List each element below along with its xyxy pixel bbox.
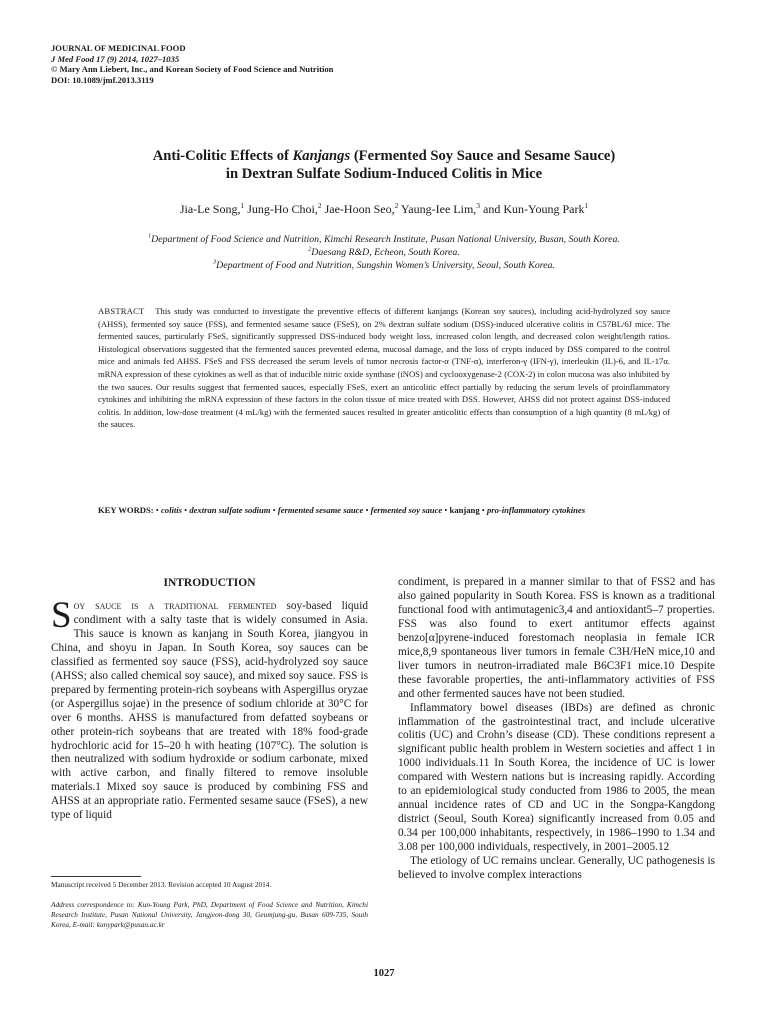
affiliation-text: Department of Food Science and Nutrition, Kimchi Research Institute, Pusan National University, Busan, South Korea.	[151, 234, 620, 245]
affiliation-num: 1	[148, 233, 152, 240]
affiliation	[40, 233, 728, 246]
abstract	[98, 305, 670, 431]
keyword: fermented sesame sauce	[277, 505, 364, 515]
page-number: 1027	[373, 968, 395, 979]
kw-bullet: •	[444, 505, 448, 515]
lead-in-smallcaps: oy sauce is a traditional fermented	[73, 600, 277, 612]
keyword: dextran sulfate sodium	[189, 505, 271, 515]
affiliation	[40, 259, 728, 272]
author-name: Jung-Ho Choi,	[247, 202, 318, 216]
intro-paragraph: The etiology of UC remains unclear. Generally, UC pathogenesis is believed to involve complex interactions	[398, 855, 715, 882]
footnote-rule	[51, 876, 141, 877]
author-aff: 2	[394, 201, 399, 210]
author	[247, 202, 321, 216]
left-column	[51, 595, 368, 823]
journal-citation: J Med Food 17 (9) 2014, 1027–1035	[51, 53, 180, 64]
affiliation-num: 3	[213, 260, 217, 267]
article-title	[40, 147, 728, 184]
journal-header	[51, 43, 333, 85]
intro-paragraph	[51, 595, 368, 823]
doi-line: DOI: 10.1089/jmf.2013.3119	[51, 74, 154, 85]
kw-bullet: •	[272, 505, 276, 515]
keywords	[98, 503, 670, 517]
affiliation-num: 2	[308, 246, 312, 253]
author-aff: 1	[584, 201, 589, 210]
author-list	[40, 202, 728, 217]
author	[325, 202, 399, 216]
kw-bullet: •	[365, 505, 369, 515]
right-column	[398, 576, 715, 883]
title-part-1: Anti-Colitic Effects of	[152, 148, 289, 164]
author-name: Jae-Hoon Seo,	[324, 202, 395, 216]
affiliations	[40, 233, 728, 273]
author	[401, 202, 480, 216]
affiliation	[40, 246, 728, 259]
author-name: Jia-Le Song,	[179, 202, 241, 216]
kw-bullet: •	[481, 505, 485, 515]
footnote-correspondence: Address correspondence to: Kun-Young Park, PhD, Department of Food Science and Nutrition, Kimchi Research Institute, Pusan National University, Jangjeon-dong 30, Geumjung-gu, Busan 609-735, South Korea, E-mail: kunypark@pusan.ac.kr	[51, 900, 368, 929]
affiliation-text: Daesang R&D, Echeon, South Korea.	[311, 247, 460, 259]
title-italic: Kanjangs	[292, 148, 351, 164]
author-name: and Kun-Young Park	[483, 202, 585, 216]
keyword: fermented soy sauce	[370, 505, 443, 515]
abstract-label: ABSTRACT	[98, 306, 145, 316]
author	[483, 202, 588, 216]
keyword: kanjang	[449, 505, 480, 515]
footnote-received: Manuscript received 5 December 2013. Revision accepted 10 August 2014.	[51, 880, 272, 889]
intro-paragraph: Inflammatory bowel diseases (IBDs) are defined as chronic inflammation of the gastrointestinal tract, and include ulcerative colitis (UC) and Crohn’s disease (CD). These conditions represent a significant public health problem in Western societies and affect 1 in 1000 individuals.11 In South Korea, the incidence of UC is lower compared with Western nations but is increasing rapidly. According to an epidemiological study conducted from 1986 to 2005, the mean annual incidence rates of CD and UC in the Songpa-Kangdong district (Seoul, South Korea) significantly increased from 0.05 and 0.34 per 100,000 inhabitants, respectively, in 1986–1990 to 1.34 and 3.08 per 100,000 individuals, respectively, in 2001–2005.12	[398, 701, 715, 854]
intro-paragraph: condiment, is prepared in a manner similar to that of FSS2 and has also gained popularity in South Korea. FSS is known as a traditional functional food with antimutagenic3,4 and antioxidant5–7 properties. FSS was also found to exert antitumor effects against benzo[α]pyrene-induced forestomach neoplasia in female ICR mice,8,9 spontaneous liver tumors in female C3H/HeN mice,10 and liver tumors in neutron-irradiated male B6C3F1 mice.10 Despite these favorable properties, the anti-inflammatory activities of FSS and other fermented sauces have not been studied.	[398, 576, 715, 700]
author-aff: 1	[240, 201, 245, 210]
title-line-2: in Dextran Sulfate Sodium-Induced Colitis in Mice	[225, 166, 543, 183]
keyword: pro-inflammatory cytokines	[486, 505, 586, 515]
journal-name: JOURNAL OF MEDICINAL FOOD	[51, 43, 186, 53]
intro-left-text: soy-based liquid condiment with a salty taste that is widely consumed in Asia. This sauce is known as kanjang in South Korea, jiangyou in China, and shoyu in Japan. In South Korea, soy sauces can be classified as fermented soy sauce (FSS), acid-hydrolyzed soy sauce (AHSS; also called chemical soy sauce), and mixed soy sauce. FSS is prepared by fermenting protein-rich soybeans with Aspergillus oryzae (or Aspergillus sojae) in the presence of sodium chloride at 30°C for over 6 months. AHSS is manufactured from defatted soybeans or other protein-rich soybeans that are treated with 18% food-grade hydrochloric acid for 15–20 h with heating (107°C). The solution is then neutralized with sodium hydroxide or sodium carbonate, mixed with active carbon, and finally filtered to remove insoluble materials.1 Mixed soy sauce is produced by combining FSS and AHSS at an appropriate ratio. Fermented sesame sauce (FSeS), a new type of liquid	[51, 600, 368, 822]
drop-cap: S	[51, 595, 72, 636]
affiliation-text: Department of Food and Nutrition, Sungshin Women’s University, Seoul, South Korea.	[216, 260, 555, 272]
section-heading-introduction: INTRODUCTION	[163, 577, 256, 589]
abstract-text: This study was conducted to investigate the preventive effects of different kanjangs (Korean soy sauces), including acid-hydrolyzed soy sauce (AHSS), fermented soy sauce (FSS), and fermented sesame sauce (FSeS), on 2% dextran sulfate sodium (DSS)-induced ulcerative colitis in C57BL/6J mice. The fermented sauces, particularly FSeS, significantly suppressed DSS-induced body weight loss, increased colon length, and decreased colon weight/length ratios. Histological observations suggested that the fermented sauces prevented edema, mucosal damage, and the loss of crypts induced by DSS compared to the control mice and animals fed AHSS. FSeS and FSS decreased the serum levels of tumor necrosis factor-α (TNF-α), interferon-γ (IFN-γ), interleukin (IL)-6, and IL-17α. mRNA expression of these cytokines as well as that of inducible nitric oxide synthase (iNOS) and cyclooxygenase-2 (COX-2) in colon mucosa was also inhibited by the two sauces. Our results suggest that fermented sauces, especially FSeS, exert an anticolitic effect partially by reducing the serum levels of proinflammatory cytokines and inhibiting the mRNA expression of these factors in the colon tissue of mice treated with DSS. However, AHSS did not protect against DSS-induced colitis. In addition, low-dose treatment (4 mL/kg) with the fermented sauces resulted in greater anticolitic effects than consumption of a high quantity (8 mL/kg) of the sauces.	[98, 306, 671, 430]
keywords-label: KEY WORDS:	[98, 505, 154, 515]
title-part-2: (Fermented Soy Sauce and Sesame Sauce)	[353, 148, 616, 164]
author-aff: 3	[476, 201, 480, 210]
author-aff: 2	[317, 201, 322, 210]
kw-bullet: •	[155, 505, 159, 515]
author-name: Yaung-Iee Lim,	[400, 202, 477, 216]
title-line-1	[40, 147, 728, 165]
author	[180, 202, 244, 216]
copyright-line: © Mary Ann Liebert, Inc., and Korean Society of Food Science and Nutrition	[51, 64, 334, 75]
kw-bullet: •	[184, 505, 188, 515]
keyword: colitis	[160, 505, 182, 515]
